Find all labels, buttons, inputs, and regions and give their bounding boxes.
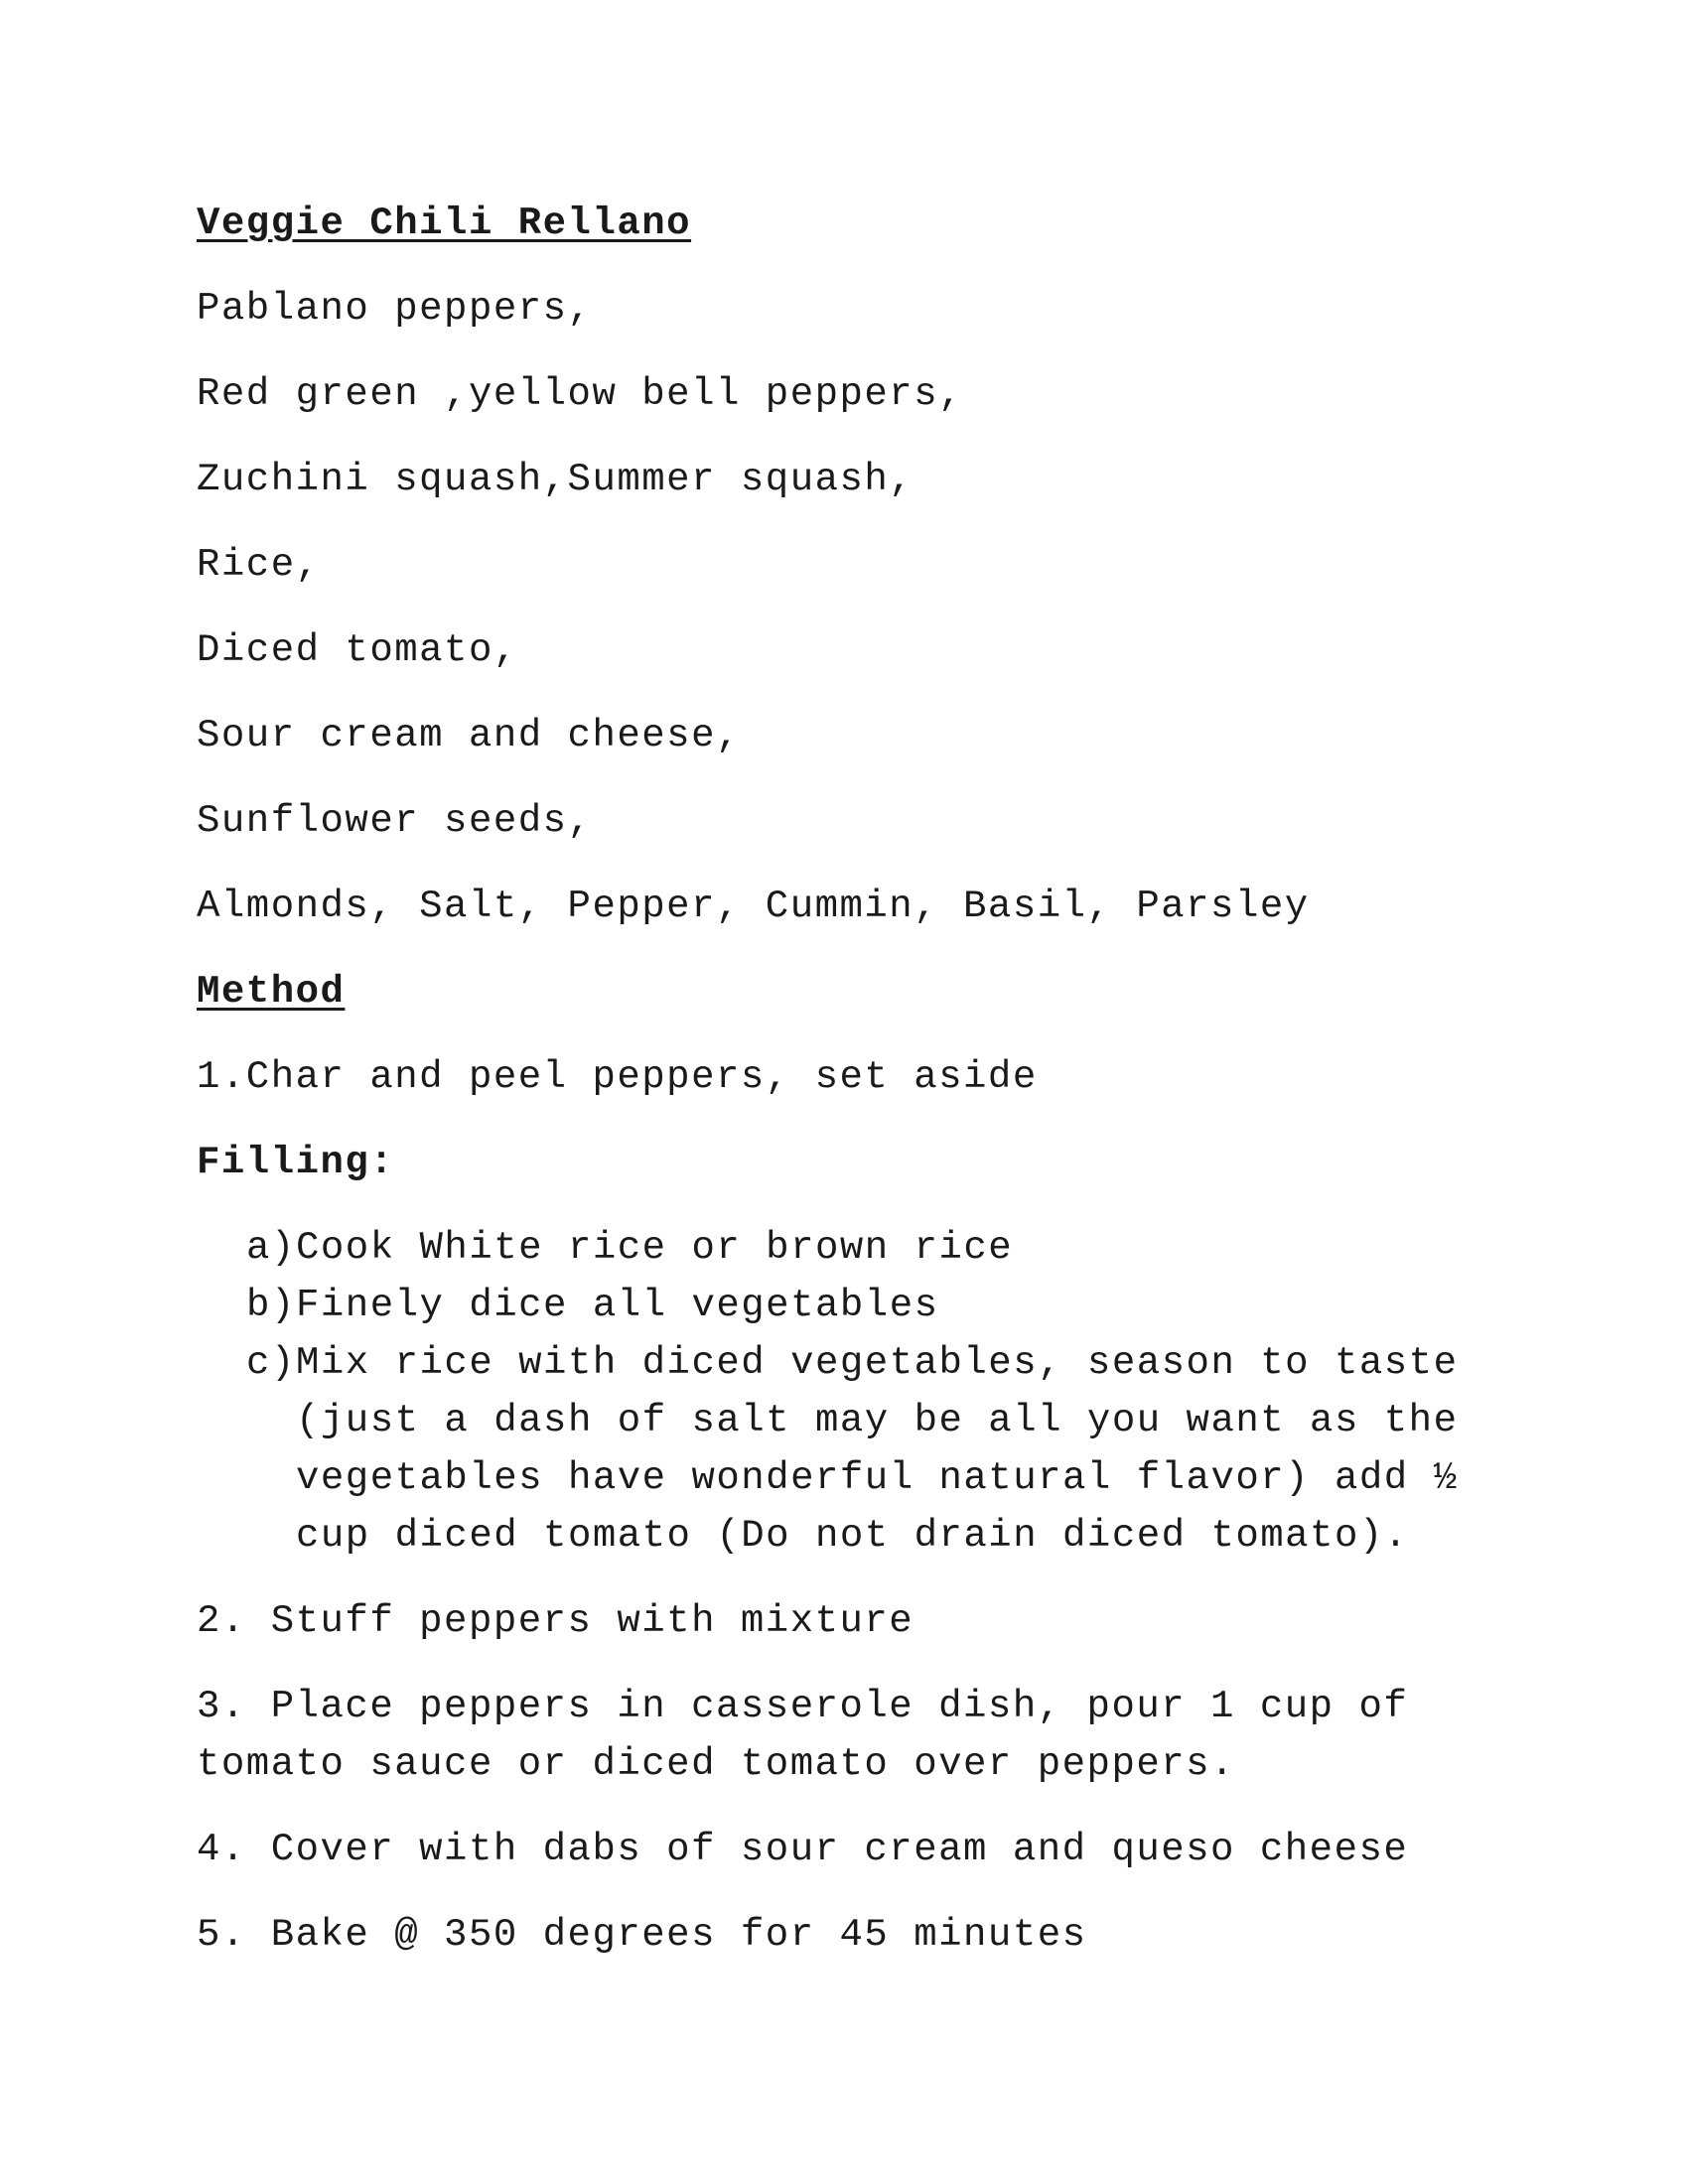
ingredient-line: Zuchini squash,Summer squash,	[197, 458, 914, 501]
filling-item	[197, 1219, 1507, 1277]
filling-item-text: Finely dice all vegetables	[296, 1284, 939, 1327]
filling-heading: Filling:	[197, 1141, 395, 1184]
method-heading: Method	[197, 970, 346, 1014]
recipe-content	[197, 195, 1507, 1991]
ingredient-line: Sour cream and cheese,	[197, 714, 741, 757]
method-step-3: 3. Place peppers in casserole dish, pour 1 cup of tomato sauce or diced tomato over peppers.	[197, 1685, 1409, 1786]
filling-item-text: Mix rice with diced vegetables, season to taste (just a dash of salt may be all you want as the vegetables have wonderful natural flavor) add ½ cup diced tomato (Do not drain diced tomato).	[296, 1341, 1459, 1558]
method-step-4: 4. Cover with dabs of sour cream and queso cheese	[197, 1828, 1409, 1871]
ingredient-line: Pablano peppers,	[197, 287, 593, 331]
filling-item	[197, 1277, 1507, 1334]
ingredient-line: Diced tomato,	[197, 628, 518, 672]
filling-list	[197, 1219, 1507, 1565]
ingredient-line: Red green ,yellow bell peppers,	[197, 372, 964, 416]
method-step-2: 2. Stuff peppers with mixture	[197, 1599, 914, 1643]
ingredient-line: Almonds, Salt, Pepper, Cummin, Basil, Parsley	[197, 885, 1310, 928]
filling-item-marker: c)	[246, 1341, 296, 1385]
method-step-5: 5. Bake @ 350 degrees for 45 minutes	[197, 1913, 1087, 1957]
ingredient-line: Rice,	[197, 543, 321, 587]
filling-item	[197, 1334, 1507, 1565]
filling-item-marker: a)	[246, 1226, 296, 1270]
recipe-title: Veggie Chili Rellano	[197, 202, 692, 245]
ingredient-line: Sunflower seeds,	[197, 799, 593, 843]
method-step-1: 1.Char and peel peppers, set aside	[197, 1055, 1038, 1099]
filling-item-text: Cook White rice or brown rice	[296, 1226, 1014, 1270]
filling-item-marker: b)	[246, 1284, 296, 1327]
